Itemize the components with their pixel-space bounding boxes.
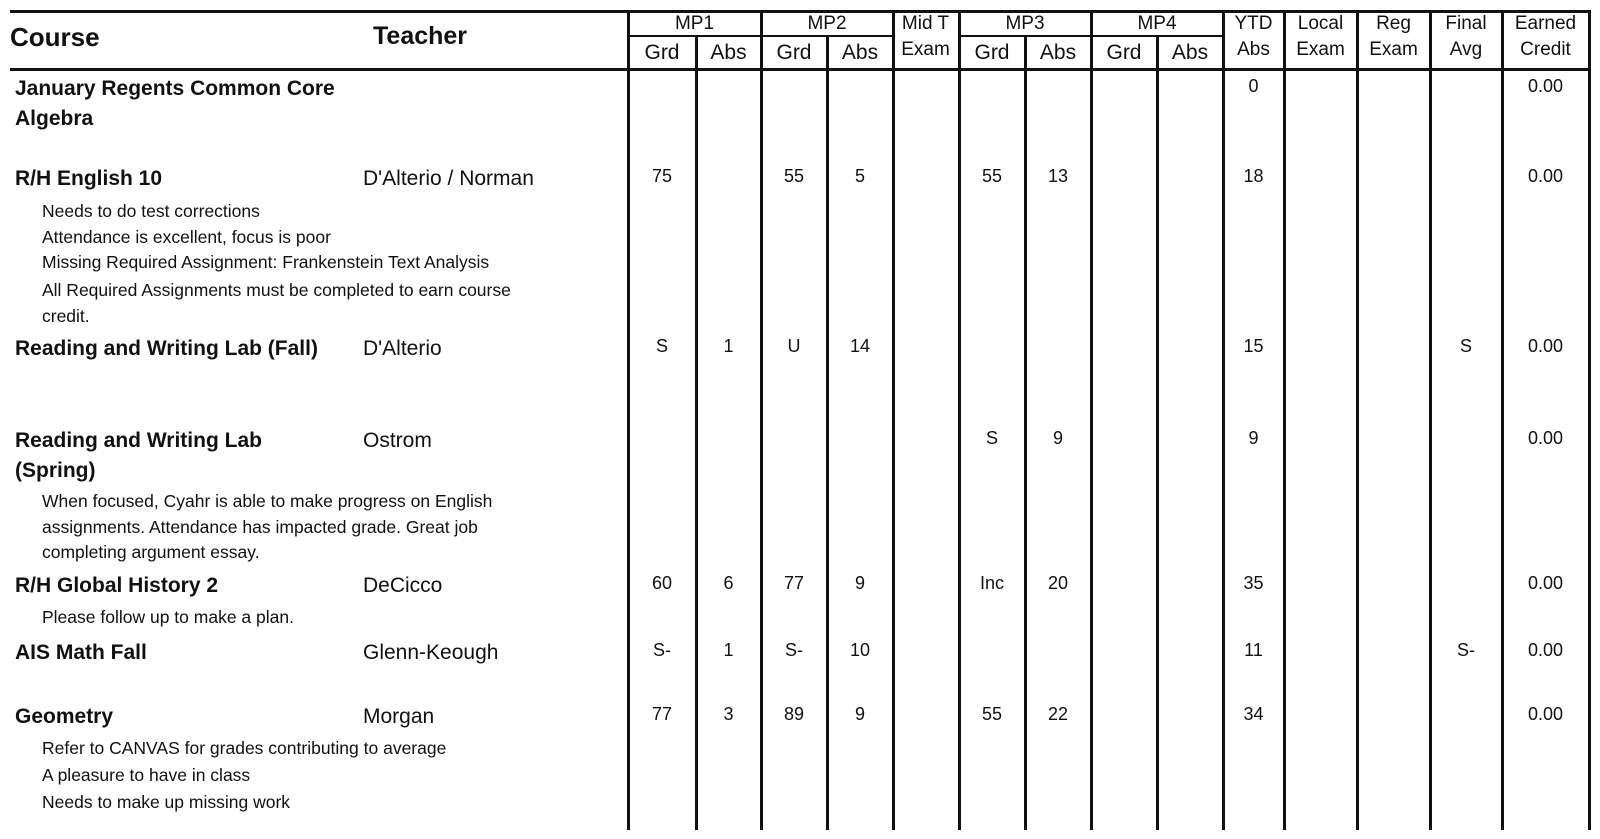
col-rule: [1090, 12, 1093, 830]
cell-mp2-grd: 55: [783, 166, 805, 186]
cell-mp3-grd: Inc: [979, 573, 1004, 593]
header-mp4-grd: Grd: [1106, 41, 1142, 64]
teacher-name: D'Alterio / Norman: [363, 167, 534, 190]
header-local-exam: [1285, 13, 1356, 61]
cell-earned-credit: 0.00: [1527, 336, 1564, 356]
cell-ytd-abs: 18: [1243, 166, 1264, 186]
header-mp2: MP2: [807, 13, 847, 34]
header-local-line1: Local: [1297, 13, 1344, 34]
cell-mp3-abs: 22: [1047, 704, 1069, 724]
header-mp3-abs: Abs: [1039, 41, 1077, 64]
teacher-name: Glenn-Keough: [363, 641, 499, 664]
header-ytd-line1: YTD: [1234, 13, 1273, 34]
course-comment: All Required Assignments must be completed to earn course credit.: [42, 280, 511, 326]
cell-mp1-abs: 3: [723, 704, 734, 724]
header-teacher: Teacher: [373, 22, 468, 50]
header-ytd-line2: Abs: [1237, 39, 1270, 60]
header-final-avg: [1431, 13, 1501, 61]
cell-final-avg: S-: [1457, 640, 1475, 660]
teacher-name: D'Alterio: [363, 337, 442, 360]
cell-mp2-abs: 9: [854, 704, 865, 724]
cell-final-avg: S: [1459, 336, 1472, 356]
cell-ytd-abs: 9: [1248, 428, 1259, 448]
cell-mp3-abs: 9: [1052, 428, 1063, 448]
cell-mp2-abs: 14: [849, 336, 871, 356]
cell-mp3-grd: 55: [981, 704, 1003, 724]
cell-mp1-abs: 6: [723, 573, 734, 593]
header-earned-line2: Credit: [1520, 39, 1571, 60]
header-mid-t-line1: Mid T: [901, 13, 950, 34]
header-reg-line2: Exam: [1369, 39, 1418, 60]
header-mp4-abs: Abs: [1171, 41, 1209, 64]
course-name: Reading and Writing Lab (Spring): [15, 429, 262, 482]
course-comment: When focused, Cyahr is able to make progress on English assignments. Attendance has impacted grade. Great job completing argument essay.: [42, 491, 493, 562]
header-mp1-abs: Abs: [710, 41, 747, 64]
cell-earned-credit: 0.00: [1527, 573, 1564, 593]
cell-mp1-abs: 1: [723, 336, 734, 356]
cell-earned-credit: 0.00: [1527, 704, 1564, 724]
cell-ytd-abs: 15: [1243, 336, 1264, 356]
header-bottom-rule: [10, 68, 1591, 71]
teacher-name: Morgan: [363, 705, 435, 728]
course-comment: Needs to do test corrections: [42, 201, 260, 221]
cell-ytd-abs: 35: [1243, 573, 1264, 593]
header-final-line2: Avg: [1449, 39, 1483, 60]
cell-mp2-abs: 10: [849, 640, 871, 660]
cell-ytd-abs: 0: [1248, 76, 1259, 96]
header-local-line2: Exam: [1296, 39, 1345, 60]
cell-mp1-grd: S: [655, 336, 668, 356]
cell-mp3-grd: S: [985, 428, 998, 448]
col-rule: [1156, 36, 1159, 830]
course-name: AIS Math Fall: [15, 641, 147, 664]
course-name: R/H Global History 2: [15, 574, 219, 597]
course-name: R/H English 10: [15, 167, 163, 190]
header-mid-t: [893, 13, 958, 61]
course-comment: Please follow up to make a plan.: [42, 607, 294, 627]
cell-mp2-abs: 9: [854, 573, 865, 593]
cell-earned-credit: 0.00: [1527, 166, 1564, 186]
cell-ytd-abs: 11: [1244, 640, 1263, 660]
cell-mp2-abs: 5: [854, 166, 865, 186]
cell-earned-credit: 0.00: [1527, 640, 1564, 660]
header-mp2-grd: Grd: [776, 41, 812, 64]
cell-mp1-grd: 75: [651, 166, 673, 186]
course-name: Reading and Writing Lab (Fall): [15, 337, 318, 360]
cell-mp3-abs: 13: [1047, 166, 1069, 186]
header-mp1-grd: Grd: [644, 41, 680, 64]
course-comment: A pleasure to have in class: [42, 765, 251, 785]
header-final-line1: Final: [1445, 13, 1487, 34]
course-comment: Refer to CANVAS for grades contributing to average: [42, 738, 447, 758]
cell-mp1-grd: 60: [651, 573, 673, 593]
col-rule: [892, 12, 895, 830]
cell-ytd-abs: 34: [1243, 704, 1264, 724]
header-mp2-abs: Abs: [841, 41, 879, 64]
cell-mp2-grd: U: [787, 336, 801, 356]
course-name: Geometry: [15, 705, 114, 728]
header-earned-credit: [1503, 13, 1588, 61]
header-mp3-grd: Grd: [974, 41, 1010, 64]
teacher-name: DeCicco: [363, 574, 443, 597]
header-mp1: MP1: [674, 13, 715, 34]
cell-mp2-grd: 89: [783, 704, 805, 724]
header-ytd-abs: [1224, 13, 1283, 61]
course-name: January Regents Common Core Algebra: [15, 77, 335, 130]
cell-earned-credit: 0.00: [1527, 76, 1564, 96]
header-course: Course: [10, 22, 100, 52]
cell-earned-credit: 0.00: [1527, 428, 1564, 448]
header-mid-t-line2: Exam: [901, 39, 950, 60]
course-comment: Attendance is excellent, focus is poor: [42, 227, 331, 247]
teacher-name: Ostrom: [363, 429, 432, 452]
course-comment: Missing Required Assignment: Frankenstein Text Analysis: [42, 252, 490, 272]
cell-mp2-grd: 77: [783, 573, 805, 593]
cell-mp3-abs: 20: [1047, 573, 1069, 593]
cell-mp1-grd: 77: [651, 704, 673, 724]
col-rule: [1283, 12, 1286, 830]
cell-mp1-abs: 1: [723, 640, 734, 660]
cell-mp1-grd: S-: [653, 640, 671, 660]
header-reg-line1: Reg: [1376, 13, 1411, 34]
cell-mp2-grd: S-: [785, 640, 803, 660]
col-rule: [1588, 12, 1591, 830]
header-mp4: MP4: [1137, 13, 1177, 34]
header-mp3: MP3: [1005, 13, 1045, 34]
col-rule: [1429, 12, 1432, 830]
col-rule: [1356, 12, 1359, 830]
course-comment: Needs to make up missing work: [42, 792, 291, 812]
cell-mp3-grd: 55: [981, 166, 1003, 186]
header-earned-line1: Earned: [1514, 13, 1577, 34]
header-reg-exam: [1358, 13, 1429, 61]
